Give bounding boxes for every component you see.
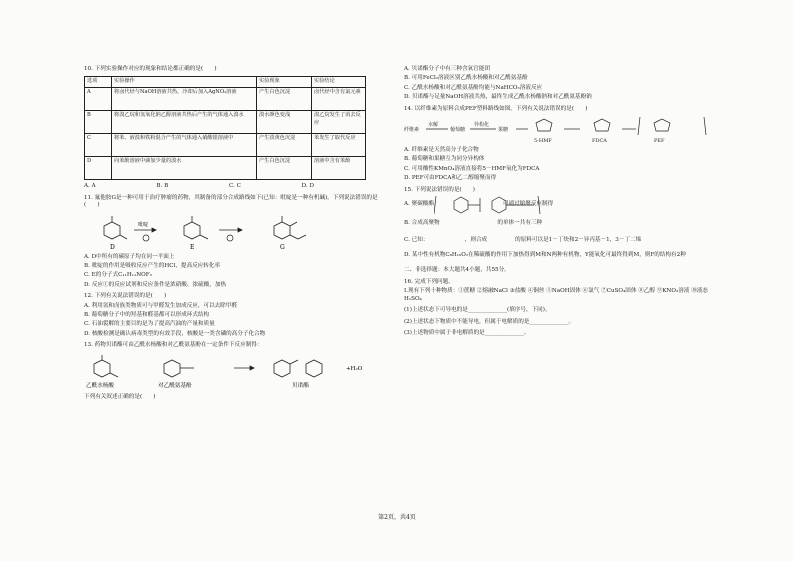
q10-choices <box>84 183 314 190</box>
q13-structure-diagram <box>84 352 384 392</box>
q13-scheme <box>84 352 384 392</box>
q13-option-b: B. 可用FeCl₃溶液区别乙酰水杨酸和对乙酰氨基酚 <box>404 75 528 82</box>
q10-stem: 10. 下列实验操作对应的现象和结论都正确的是( ) <box>84 66 217 72</box>
q14-route <box>404 115 722 145</box>
name-acetylsalicylic-acid: 乙酰水杨酸 <box>86 382 114 389</box>
choice-a: A. A <box>84 183 96 190</box>
q15-stem: 15. 下列说法错误的是( ) <box>404 186 475 193</box>
q14-option-c: C. 可用酸性KMnO₄溶液直接将5－HMF氧化为FDCA <box>404 165 540 172</box>
table-header: 选项 <box>85 77 112 88</box>
label-g: G <box>280 243 285 251</box>
left-column <box>84 66 384 401</box>
section-two-heading: 二、非选择题：本大题共4小题，共55分。 <box>404 267 510 274</box>
table-cell: A <box>85 88 112 111</box>
route-glucose: 葡萄糖 <box>450 127 466 134</box>
q13-option-a: A. 贝诺酯分子中有三种含氧官能团 <box>404 66 490 72</box>
table-row <box>85 111 366 134</box>
table-cell: C <box>85 134 112 157</box>
q11-option-b: B. 吡啶的作用是吸收反应产生的HCl，提高反应转化率 <box>84 263 221 270</box>
q15-option-a-block <box>404 194 722 216</box>
q11-scheme <box>84 212 384 252</box>
name-paracetamol: 对乙酰氨基酚 <box>158 382 192 389</box>
q15-option-a: A. 聚碳酸酯 可通过缩聚反应制得 <box>404 201 554 208</box>
choice-c: C. C <box>228 183 241 190</box>
table-header: 实验操作 <box>112 77 257 88</box>
route-pef: PEF <box>654 138 665 145</box>
table-row <box>85 157 366 180</box>
q15-option-c: C. 已知： ，则合成 的原料可以是1－丁炔和2－异丙基－1，3－丁二烯 <box>404 237 642 244</box>
table-row <box>85 88 366 111</box>
table-cell: 溶液中含有苯酚 <box>312 157 366 180</box>
q16-part-1: (1)上述状态下可导电的是______________(填序号，下同)。 <box>404 307 551 314</box>
q14-option-a: A. 纤维素是天然高分子化合物 <box>404 147 479 154</box>
q12-option-c: C. 石油裂解的主要目的是为了提高汽油的产量和质量 <box>84 321 215 328</box>
route-hydrolysis: 水解 <box>428 122 439 129</box>
right-column <box>404 66 722 337</box>
table-header-row <box>85 77 366 88</box>
q10-table <box>84 76 366 180</box>
q15-option-b: B. 合成高聚物 的单体一共有三种 <box>404 220 543 227</box>
q11-option-d: D. 反应①的反应试剂和反应条件是浓硝酸、浓硫酸，加热 <box>84 281 227 288</box>
table-cell: 产生白色沉淀 <box>257 157 312 180</box>
table-cell: 卤代烃中含有氯元素 <box>312 88 366 111</box>
table-row <box>85 134 366 157</box>
label-e: E <box>190 243 195 251</box>
table-cell: 将溴乙烷和氢氧化钠乙醇溶液共热后产生的气体通入溴水 <box>112 111 257 134</box>
page-footer: 第2页，共4页 <box>378 514 416 521</box>
q14-stem: 14. 以纤维素为原料合成PEF塑料路线如图。下列有关说法错误的是( ) <box>404 105 588 112</box>
route-isomerization: 异构化 <box>474 122 490 129</box>
table-cell: 将苯、液溴和铁粉混合产生的气体通入硝酸银溶液中 <box>112 134 257 157</box>
table-cell: 将卤代烃与NaOH溶液共热，冷却后加入AgNO₃溶液 <box>112 88 257 111</box>
q12-option-a: A. 利用氢和卤族类物质可与甲醛发生加成反应，可以去除甲醛 <box>84 302 238 309</box>
q15-option-d: D. 某中性有机物C₈H₁₆O₂在稀硫酸的作用下加热得到M和N两种有机物，Y能氧化可最终得到M，则F的结构有2种 <box>404 252 686 259</box>
q14-route-diagram <box>404 115 722 145</box>
table-cell: B <box>85 111 112 134</box>
reagent-label: 吡啶 <box>138 221 149 228</box>
q16-part-2: (2)上述状态下物质中不能导电，但属于电解质的是______________。 <box>404 318 575 325</box>
q16-intro: I.现有下列十种物质：①蔗糖 ②熔融NaCl ③盐酸 ④铜丝 ⑤NaOH固体 ⑥氯气 ⑦CuSO₄固体 ⑧乙醇 ⑨KNO₃溶液 ⑩液态H₂SO₄ <box>404 288 709 302</box>
route-fructose: 果糖 <box>498 127 509 134</box>
q14-option-d: D. PEF可由FDCA和乙二醇缩聚而得 <box>404 175 497 182</box>
q12-option-d: D. 核酸检测是确认病毒类型的有效手段，核酸是一类含磷的高分子化合物 <box>84 330 266 337</box>
q11-stem: 11. 氟他胺G是一种可用于治疗肿瘤的药物，其制备的部分合成路线如下(已知：吡啶是一种有机碱)。下列说法错误的是( ) <box>84 194 378 209</box>
choice-b: B. B <box>156 183 169 190</box>
table-cell: 溴乙烷发生了消去反应 <box>312 111 366 134</box>
q11-option-c: C. E的分子式C₁₁H₁₁NOF₃ <box>84 272 152 279</box>
table-header: 实验现象 <box>257 77 312 88</box>
q15-option-b-block <box>404 216 722 232</box>
route-fdca: FDCA <box>592 138 607 145</box>
table-cell: 产生白色沉淀 <box>257 88 312 111</box>
q16-part-3: (3)上述物质中属于非电解质的是______________。 <box>404 329 530 336</box>
q13-stem: 13. 药物贝诺酯可由乙酰水杨酸和对乙酰氨基酚在一定条件下反应制得： <box>84 342 263 349</box>
table-cell: 产生淡黄色沉淀 <box>257 134 312 157</box>
route-5hmf: 5-HMF <box>534 138 552 145</box>
table-cell: D <box>85 157 112 180</box>
name-benorilate: 贝诺酯 <box>292 382 309 389</box>
table-cell: 向苯酚溶液中滴加少量的溴水 <box>112 157 257 180</box>
q16-stem: 16. 完成下列问题。 <box>404 278 454 285</box>
q13-tail: 下列有关叙述正确的是( ) <box>84 393 156 400</box>
q15-option-c-block <box>404 232 722 250</box>
water-product: +H₂O <box>346 365 363 372</box>
q12-stem: 12. 下列有关说法错误的是( ) <box>84 293 167 300</box>
q14-option-b: B. 葡萄糖和果糖互为同分异构体 <box>404 156 485 163</box>
table-cell: 苯发生了取代反应 <box>312 134 366 157</box>
route-cellulose: 纤维素 <box>404 127 420 134</box>
q12-option-b: B. 葡萄糖分子中的羟基和醛基都可以形成环式结构 <box>84 312 210 319</box>
q11-structure-diagram <box>84 212 384 252</box>
q13-option-c: C. 乙酰水杨酸和对乙酰氨基酚均能与NaHCO₃溶液反应 <box>404 84 543 91</box>
q13-option-d: D. 贝诺酯与足量NaOH溶液共热，最终生成乙酰水杨酸钠和对乙酰氨基酚钠 <box>404 94 592 101</box>
q11-option-a: A. D中所有的碳原子均在同一平面上 <box>84 253 175 260</box>
choice-d: D. D <box>301 183 314 190</box>
table-header: 实验结论 <box>312 77 366 88</box>
table-cell: 溴水颜色变浅 <box>257 111 312 134</box>
label-d: D <box>110 243 115 251</box>
